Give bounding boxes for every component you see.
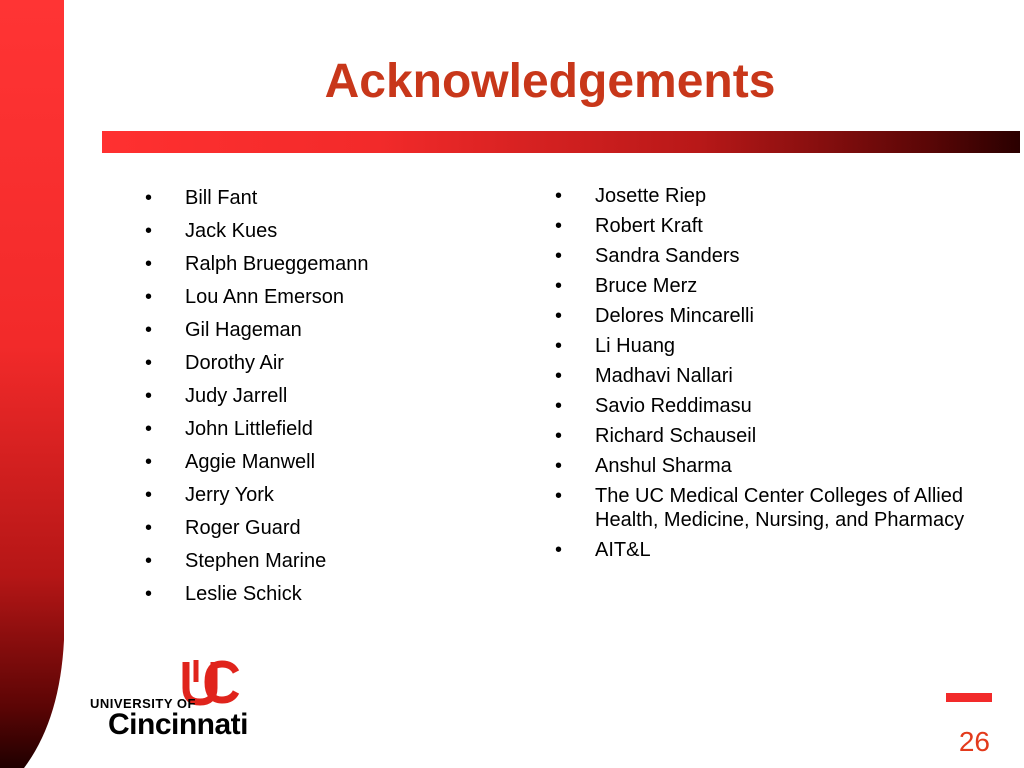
right-list-item [555, 214, 985, 238]
list-item-text: Bruce Merz [595, 275, 698, 297]
bullet-icon: • [555, 365, 563, 387]
title-underline-bar [102, 131, 1020, 153]
list-item-text: Ralph Brueggemann [185, 253, 369, 275]
left-bar-graphic [0, 0, 66, 768]
left-list-item [145, 450, 505, 483]
bullet-icon: • [555, 455, 563, 477]
right-list-item [555, 424, 985, 448]
list-item-text: Roger Guard [185, 517, 301, 539]
bullet-icon: • [555, 485, 563, 507]
left-list-item [145, 219, 505, 252]
list-item-text: AIT&L [595, 539, 651, 561]
list-item-text: Gil Hageman [185, 319, 302, 341]
page-number-dash [946, 693, 992, 702]
list-item-text: Dorothy Air [185, 352, 284, 374]
right-list-item [555, 484, 985, 532]
list-item-text: Lou Ann Emerson [185, 286, 344, 308]
bullet-icon: • [145, 319, 153, 341]
bullet-icon: • [145, 220, 153, 242]
list-item-text: Anshul Sharma [595, 455, 732, 477]
list-item-text: Sandra Sanders [595, 245, 740, 267]
left-list-item [145, 582, 505, 615]
list-item-text: Bill Fant [185, 187, 258, 209]
bullet-icon: • [555, 305, 563, 327]
bullet-icon: • [145, 550, 153, 572]
logo-cincinnati-text: Cincinnati [108, 708, 249, 741]
bullet-icon: • [145, 253, 153, 275]
list-item-text: Jerry York [185, 484, 274, 506]
bullet-icon: • [145, 451, 153, 473]
right-list-item [555, 538, 985, 562]
bullet-icon: • [145, 517, 153, 539]
list-item-text: Li Huang [595, 335, 676, 357]
left-list-item [145, 417, 505, 450]
list-item-text: The UC Medical Center Colleges of Allied Health, Medicine, Nursing, and Pharmacy [595, 485, 965, 531]
right-list-item [555, 184, 985, 208]
bullet-icon: • [145, 484, 153, 506]
bullet-icon: • [145, 352, 153, 374]
right-list-item [555, 274, 985, 298]
right-list-item [555, 244, 985, 268]
university-logo [86, 658, 258, 742]
list-item-text: Judy Jarrell [185, 385, 288, 407]
list-item-text: Madhavi Nallari [595, 365, 733, 387]
left-list-item [145, 549, 505, 582]
slide-title: Acknowledgements [324, 55, 776, 108]
right-list-item [555, 364, 985, 388]
left-list-item [145, 186, 505, 219]
left-decorative-bar [0, 0, 66, 768]
bullet-icon: • [555, 395, 563, 417]
left-list-item [145, 483, 505, 516]
logo-university-of-text: UNIVERSITY OF [90, 696, 196, 711]
bullet-icon: • [555, 275, 563, 297]
bullet-icon: • [145, 385, 153, 407]
bullet-icon: • [555, 185, 563, 207]
page-number: 26 [958, 726, 990, 757]
left-list-item [145, 516, 505, 549]
right-list-item [555, 334, 985, 358]
bullet-icon: • [555, 245, 563, 267]
list-item-text: Aggie Manwell [185, 451, 316, 473]
right-list-item [555, 304, 985, 328]
left-list-item [145, 252, 505, 285]
bullet-icon: • [145, 418, 153, 440]
bullet-icon: • [555, 425, 563, 447]
bullet-icon: • [145, 583, 153, 605]
list-item-text: Stephen Marine [185, 550, 327, 572]
left-list-item [145, 384, 505, 417]
bullet-icon: • [555, 539, 563, 561]
right-list-item [555, 394, 985, 418]
list-item-text: Jack Kues [185, 220, 278, 242]
bullet-icon: • [145, 286, 153, 308]
right-list-item [555, 454, 985, 478]
list-item-text: Savio Reddimasu [595, 395, 752, 417]
bullet-icon: • [555, 335, 563, 357]
left-list-item [145, 318, 505, 351]
list-item-text: Richard Schauseil [595, 425, 757, 447]
bullet-icon: • [555, 215, 563, 237]
left-list-item [145, 351, 505, 384]
list-item-text: John Littlefield [185, 418, 313, 440]
list-item-text: Josette Riep [595, 185, 707, 207]
bullet-icon: • [145, 187, 153, 209]
list-item-text: Robert Kraft [595, 215, 703, 237]
left-name-list [145, 186, 505, 615]
right-name-list [555, 184, 985, 568]
list-item-text: Leslie Schick [185, 583, 302, 605]
list-item-text: Delores Mincarelli [595, 305, 754, 327]
left-list-item [145, 285, 505, 318]
